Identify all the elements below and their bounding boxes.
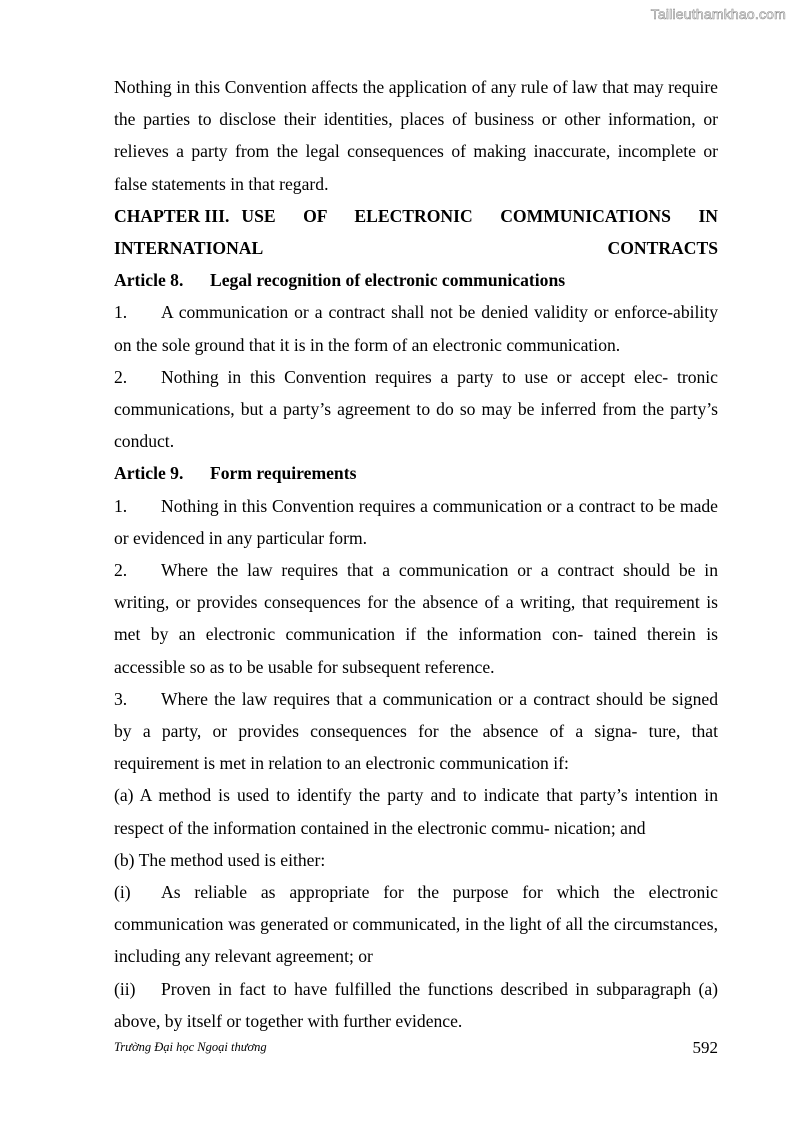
- article-8-paragraph-1: [114, 296, 718, 360]
- chapter-number: CHAPTER III.: [114, 205, 230, 226]
- paragraph-text: Nothing in this Convention requires a party to use or accept elec- tronic communications, but a party’s agreement to do so may be inferred from the party’s conduct.: [114, 366, 718, 452]
- watermark: Tailieuthamkhao.com: [650, 6, 786, 22]
- paragraph-number: 2.: [114, 560, 128, 581]
- paragraph-number: 1.: [114, 495, 128, 516]
- subparagraph-b: (b) The method used is either:: [114, 849, 326, 870]
- item-text: Proven in fact to have fulfilled the functions described in subparagraph (a) above, by itself or together with further evidence.: [114, 978, 718, 1031]
- item-number: (i): [114, 882, 131, 903]
- chapter-heading-line: [114, 200, 718, 264]
- article-9-heading: [114, 457, 718, 489]
- article-8-heading: [114, 264, 718, 296]
- article-8-number: Article 8.: [114, 270, 184, 291]
- paragraph-text: Where the law requires that a communication or a contract should be signed by a party, or provides consequences for the absence of a signa- ture, that requirement is met in relation to an electronic communication if:: [114, 688, 718, 774]
- footer-school-name: Trường Đại học Ngoại thương: [114, 1040, 267, 1054]
- article-9-number: Article 9.: [114, 463, 184, 484]
- item-roman-ii: [114, 973, 718, 1037]
- intro-paragraph: Nothing in this Convention affects the application of any rule of law that may require the parties to disclose their identities, places of business or other information, or relieves a party from the legal consequences of making inaccurate, incomplete or false statements in that regard.: [114, 77, 718, 194]
- paragraph-text: Where the law requires that a communication or a contract should be in writing, or provides consequences for the absence of a writing, that requirement is met by an electronic communication if the information con- tained therein is accessible so as to be usable for subsequent reference.: [114, 560, 718, 677]
- article-9-paragraph-3: [114, 683, 718, 780]
- article-8-paragraph-2: [114, 361, 718, 458]
- page-body: [114, 71, 718, 1037]
- paragraph-text: Nothing in this Convention requires a communication or a contract to be made or evidenced in any particular form.: [114, 495, 718, 548]
- paragraph-number: 1.: [114, 302, 128, 323]
- item-roman-i: [114, 876, 718, 973]
- article-9-paragraph-2: [114, 554, 718, 683]
- paragraph-text: A communication or a contract shall not be denied validity or enforce-ability on the sole ground that it is in the form of an electronic communication.: [114, 302, 718, 355]
- paragraph-number: 2.: [114, 366, 128, 387]
- article-9-title: Form requirements: [210, 463, 357, 484]
- item-number: (ii): [114, 978, 136, 999]
- item-text: As reliable as appropriate for the purpose for which the electronic communication was generated or communicated, in the light of all the circumstances, including any relevant agreement; or: [114, 882, 718, 967]
- chapter-title: USE OF ELECTRONIC COMMUNICATIONS IN INTERNATIONAL CONTRACTS: [114, 205, 718, 259]
- article-9-paragraph-1: [114, 490, 718, 554]
- paragraph-number: 3.: [114, 688, 128, 709]
- subparagraph-a: (a) A method is used to identify the party and to indicate that party’s intention in respect of the information contained in the electronic commu- nication; and: [114, 785, 718, 838]
- article-8-title: Legal recognition of electronic communications: [210, 270, 566, 291]
- page-number: 592: [692, 1038, 718, 1057]
